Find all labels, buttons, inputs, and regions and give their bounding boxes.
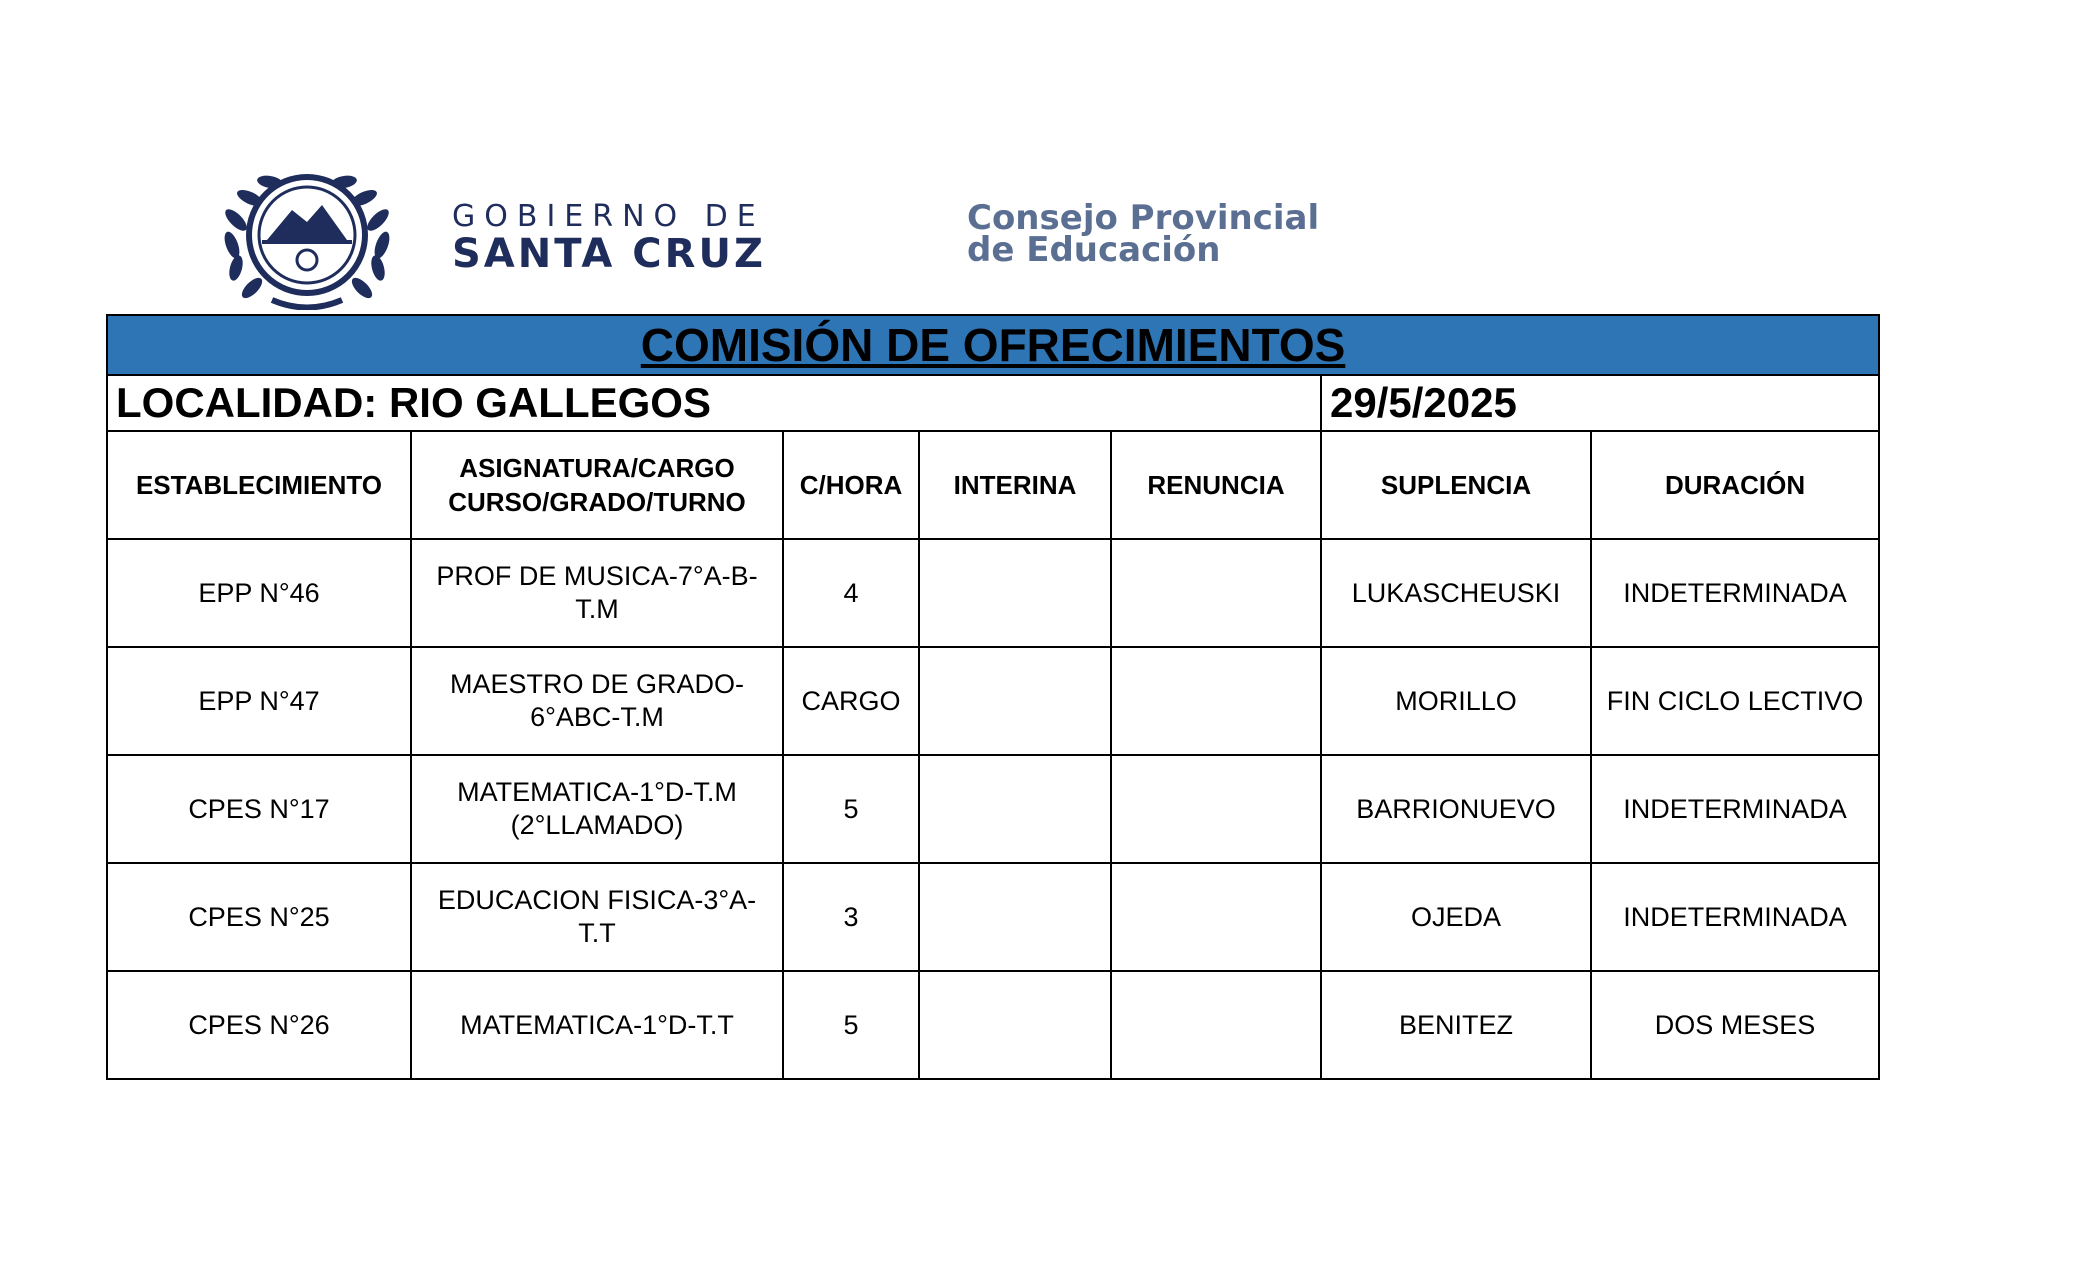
column-header: INTERINA: [919, 431, 1111, 539]
cell-renuncia: [1111, 755, 1321, 863]
table-row: [107, 971, 1879, 1079]
table-row: [107, 647, 1879, 755]
cell-establecimiento: CPES N°26: [107, 971, 411, 1079]
government-label: GOBIERNO DE: [452, 199, 765, 234]
cell-duracion: INDETERMINADA: [1591, 539, 1879, 647]
cell-establecimiento: EPP N°46: [107, 539, 411, 647]
localidad-label: LOCALIDAD: RIO GALLEGOS: [107, 375, 1321, 431]
cell-interina: [919, 539, 1111, 647]
column-header: DURACIÓN: [1591, 431, 1879, 539]
column-header: ESTABLECIMIENTO: [107, 431, 411, 539]
table-row: [107, 863, 1879, 971]
date-label: 29/5/2025: [1321, 375, 1879, 431]
cell-asignatura: MATEMATICA-1°D-T.T: [411, 971, 783, 1079]
cell-duracion: DOS MESES: [1591, 971, 1879, 1079]
cell-interina: [919, 971, 1111, 1079]
council-logo-text: [967, 198, 1320, 270]
cell-renuncia: [1111, 971, 1321, 1079]
cell-c-hora: 4: [783, 539, 919, 647]
cell-establecimiento: CPES N°25: [107, 863, 411, 971]
table-title: COMISIÓN DE OFRECIMIENTOS: [107, 315, 1879, 375]
cell-establecimiento: EPP N°47: [107, 647, 411, 755]
column-header: RENUNCIA: [1111, 431, 1321, 539]
council-line2: de Educación: [967, 230, 1221, 270]
santa-cruz-seal-icon: [212, 160, 402, 310]
table-row: [107, 539, 1879, 647]
cell-interina: [919, 647, 1111, 755]
cell-suplencia: MORILLO: [1321, 647, 1591, 755]
cell-suplencia: OJEDA: [1321, 863, 1591, 971]
cell-duracion: INDETERMINADA: [1591, 863, 1879, 971]
column-header: SUPLENCIA: [1321, 431, 1591, 539]
column-header: ASIGNATURA/CARGO CURSO/GRADO/TURNO: [411, 431, 783, 539]
council-line1: Consejo Provincial: [967, 198, 1320, 238]
document-header: [212, 160, 1512, 310]
cell-duracion: FIN CICLO LECTIVO: [1591, 647, 1879, 755]
cell-interina: [919, 863, 1111, 971]
cell-suplencia: BENITEZ: [1321, 971, 1591, 1079]
cell-asignatura: MATEMATICA-1°D-T.M (2°LLAMADO): [411, 755, 783, 863]
cell-renuncia: [1111, 647, 1321, 755]
cell-c-hora: 5: [783, 971, 919, 1079]
cell-suplencia: BARRIONUEVO: [1321, 755, 1591, 863]
cell-interina: [919, 755, 1111, 863]
cell-c-hora: 3: [783, 863, 919, 971]
cell-duracion: INDETERMINADA: [1591, 755, 1879, 863]
cell-suplencia: LUKASCHEUSKI: [1321, 539, 1591, 647]
cell-renuncia: [1111, 863, 1321, 971]
cell-establecimiento: CPES N°17: [107, 755, 411, 863]
cell-asignatura: MAESTRO DE GRADO-6°ABC-T.M: [411, 647, 783, 755]
offers-table: [106, 314, 1880, 1080]
column-header: C/HORA: [783, 431, 919, 539]
cell-c-hora: 5: [783, 755, 919, 863]
cell-asignatura: EDUCACION FISICA-3°A-T.T: [411, 863, 783, 971]
cell-asignatura: PROF DE MUSICA-7°A-B-T.M: [411, 539, 783, 647]
cell-renuncia: [1111, 539, 1321, 647]
cell-c-hora: CARGO: [783, 647, 919, 755]
government-logo-text: [452, 199, 766, 277]
table-row: [107, 755, 1879, 863]
province-label: SANTA CRUZ: [452, 231, 766, 277]
